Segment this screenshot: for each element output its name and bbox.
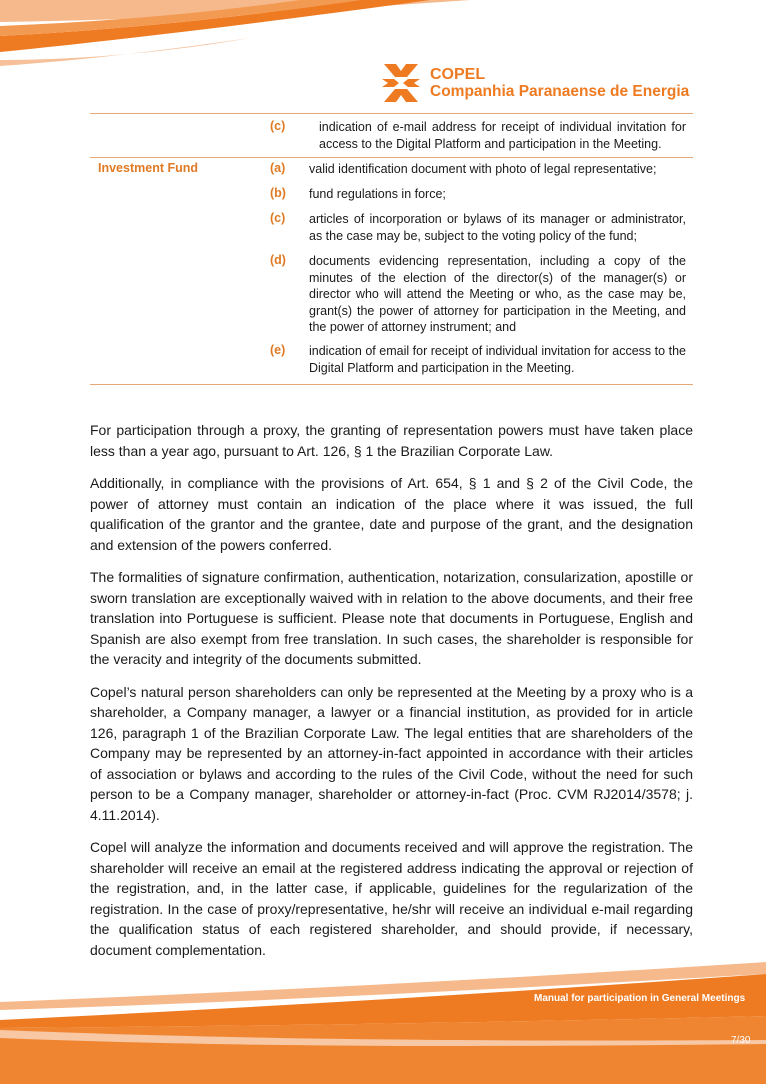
row-label: Investment Fund: [98, 161, 199, 175]
item-text: fund regulations in force;: [309, 187, 446, 201]
copel-logo-icon: [380, 62, 422, 104]
documents-table: [90, 113, 693, 385]
footer-title: Manual for participation in General Meetings: [534, 993, 746, 1004]
item-marker: (c): [270, 211, 286, 225]
item-text: articles of incorporation or bylaws of its manager or administrator, as the case may be, subject to the voting policy of the fund;: [309, 212, 686, 243]
item-text: valid identification document with photo of legal representative;: [309, 162, 657, 176]
item-marker: (d): [270, 253, 286, 267]
table-row: [90, 158, 693, 385]
item-text: indication of e-mail address for receipt of individual invitation for access to the Digital Platform and participation in the Meeting.: [319, 120, 686, 151]
logo-name: COPEL: [430, 66, 486, 83]
paragraph: Copel’s natural person shareholders can only be represented at the Meeting by a proxy who is a shareholder, a Company manager, a lawyer or a financial institution, as provided for in article 126, paragraph 1 of the Brazilian Corporate Law. The legal entities that are shareholders of the Company may be represented by an attorney-in-fact appointed in accordance with their articles of association or bylaws and according to the rules of the Civil Code, without the need for such person to be a Company manager, shareholder or attorney-in-fact (Proc. CVM RJ2014/3578; j. 4.11.2014).: [90, 683, 693, 823]
item-marker: (a): [270, 161, 286, 175]
item-text: documents evidencing representation, including a copy of the minutes of the election of the director(s) of the manager(s) or director who will attend the Meeting or who, as the case may be, grant(s) the power of attorney for participation in the Meeting, and the power of attorney instrument; and: [309, 254, 686, 334]
item-marker: (c): [270, 119, 286, 133]
paragraph: Additionally, in compliance with the provisions of Art. 654, § 1 and § 2 of the Civil Code, the power of attorney must contain an indication of the place where it was issued, the full qualification of the grantor and the grantee, date and purpose of the grant, and the designation and extension of the powers conferred.: [90, 475, 693, 553]
item-text: indication of email for receipt of individual invitation for access to the Digital Platform and participation in the Meeting.: [309, 344, 686, 375]
body-text: [90, 420, 693, 972]
item-marker: (e): [270, 343, 286, 357]
logo-company: Companhia Paranaense de Energia: [430, 83, 690, 100]
item-marker: (b): [270, 186, 286, 200]
paragraph: Copel will analyze the information and documents received and will approve the registration. The shareholder will receive an email at the registered address indicating the approval or rejection of the registration, and, in the latter case, if applicable, guidelines for the regularization of the registration. In the case of proxy/representative, he/shr will receive an individual e-mail regarding the qualification status of each registered shareholder, and should provide, if necessary, document complementation.: [90, 839, 693, 958]
table-row: [90, 113, 693, 158]
copel-logo: [380, 62, 689, 104]
paragraph: For participation through a proxy, the granting of representation powers must have taken place less than a year ago, pursuant to Art. 126, § 1 the Brazilian Corporate Law.: [90, 422, 693, 459]
footer-swoosh: [0, 960, 766, 1084]
page-number: 7/30: [731, 1035, 751, 1046]
paragraph: The formalities of signature confirmation, authentication, notarization, consularization, apostille or sworn translation are exceptionally waived with in relation to the above documents, and their free translation into Portuguese is sufficient. Please note that documents in Portuguese, English and Spanish are also exempt from free translation. In such cases, the shareholder is responsible for the veracity and integrity of the documents submitted.: [90, 569, 693, 667]
